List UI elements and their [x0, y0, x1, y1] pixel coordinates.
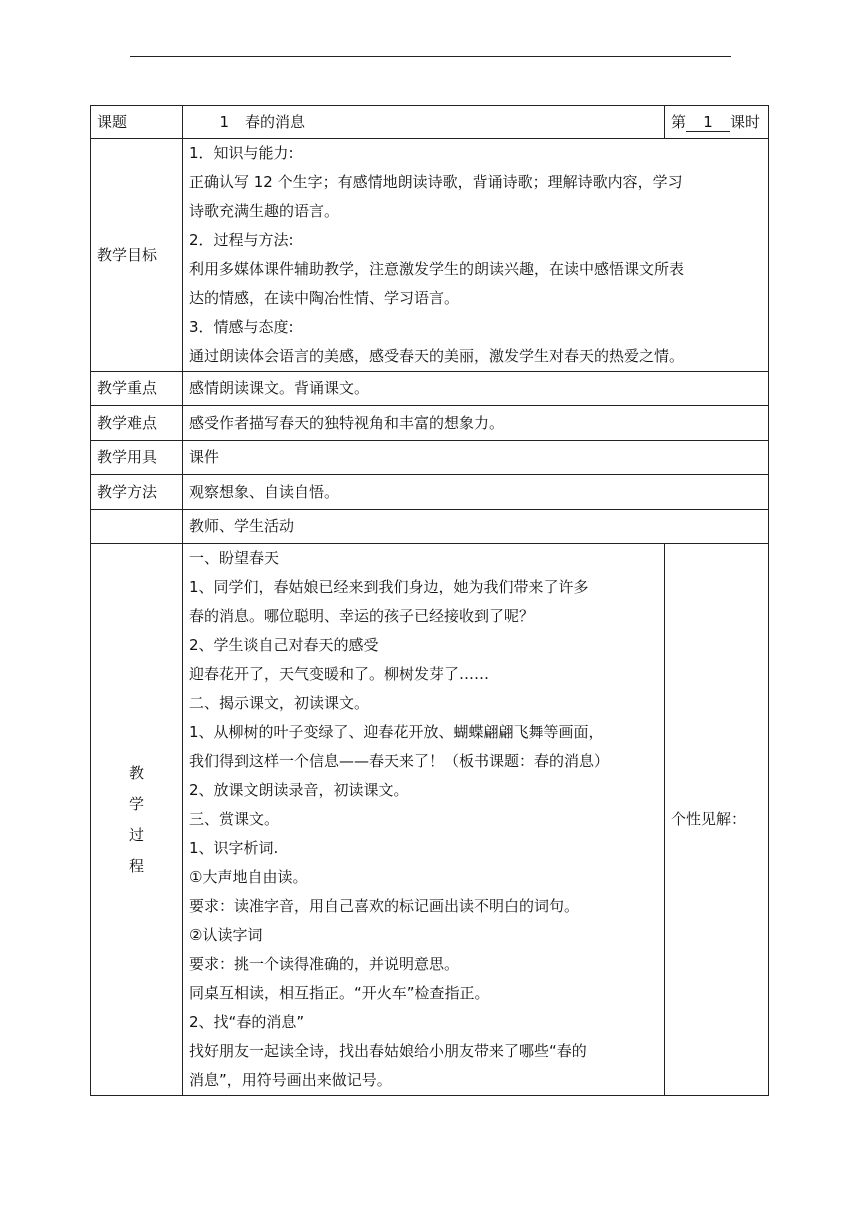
process-row — [91, 544, 769, 1096]
difficulty-row — [91, 406, 769, 441]
process-line: 同桌互相读，相互指正。“开火车”检查指正。 — [189, 984, 490, 1002]
process-label-char: 程 — [128, 856, 144, 875]
process-line: 1、同学们，春姑娘已经来到我们身边，她为我们带来了许多 — [189, 578, 589, 596]
goals-line: 通过朗读体会语言的美感，感受春天的美丽，激发学生对春天的热爱之情。 — [189, 347, 685, 365]
process-line: ①大声地自由读。 — [189, 868, 308, 886]
period-suffix: 课时 — [730, 112, 761, 131]
process-label — [91, 544, 183, 1096]
process-line: 找好朋友一起读全诗，找出春姑娘给小朋友带来了哪些“春的 — [189, 1042, 587, 1060]
key-row — [91, 372, 769, 406]
method-label: 教学方法 — [91, 475, 183, 510]
process-line: 一、盼望春天 — [189, 549, 280, 567]
insight-label: 个性见解： — [671, 810, 747, 828]
activity-header-text: 教师、学生活动 — [183, 510, 769, 544]
goals-line: 正确认写 12 个生字；有感情地朗读诗歌，背诵诗歌；理解诗歌内容，学习 — [189, 173, 683, 191]
process-line: 三、赏课文。 — [189, 810, 280, 828]
process-line: 2、找“春的消息” — [189, 1013, 305, 1031]
activity-header-row — [91, 510, 769, 544]
tools-row — [91, 441, 769, 475]
goals-row — [91, 139, 769, 372]
key-text: 感情朗读课文。背诵课文。 — [183, 372, 769, 406]
process-line: 要求：读准字音，用自己喜欢的标记画出读不明白的词句。 — [189, 897, 580, 915]
process-line: 消息”，用符号画出来做记号。 — [189, 1071, 392, 1089]
process-line: 1、从柳树的叶子变绿了、迎春花开放、蝴蝶翩翩飞舞等画面， — [189, 723, 604, 741]
goals-line: 1．知识与能力: — [189, 144, 294, 162]
process-line: 要求：挑一个读得准确的，并说明意思。 — [189, 955, 460, 973]
lesson-title: 春的消息 — [245, 112, 306, 131]
goals-label: 教学目标 — [91, 139, 183, 372]
method-text: 观察想象、自读自悟。 — [183, 475, 769, 510]
lesson-number: 1 — [219, 112, 229, 131]
period-cell — [665, 106, 769, 139]
key-label: 教学重点 — [91, 372, 183, 406]
process-label-char: 学 — [128, 794, 144, 813]
process-line: 2、放课文朗读录音，初读课文。 — [189, 781, 409, 799]
difficulty-label: 教学难点 — [91, 406, 183, 441]
topic-row — [91, 106, 769, 139]
goals-line: 诗歌充满生趣的语言。 — [189, 202, 340, 220]
topic-label: 课题 — [91, 106, 183, 139]
process-line: ②认读字词 — [189, 926, 263, 944]
process-label-char: 教 — [128, 763, 144, 782]
period-prefix: 第 — [671, 112, 687, 131]
lesson-plan-table — [90, 105, 769, 1096]
header-rule — [130, 56, 731, 57]
process-line: 我们得到这样一个信息——春天来了！（板书课题：春的消息） — [189, 752, 610, 770]
topic-cell — [183, 106, 665, 139]
process-line: 迎春花开了，天气变暖和了。柳树发芽了…… — [189, 665, 490, 683]
process-line: 春的消息。哪位聪明、幸运的孩子已经接收到了呢？ — [189, 607, 535, 625]
activity-header-empty — [91, 510, 183, 544]
tools-label: 教学用具 — [91, 441, 183, 475]
goals-content — [183, 139, 769, 372]
goals-line: 2．过程与方法: — [189, 231, 294, 249]
insight-cell — [665, 544, 769, 1096]
process-line: 1、识字析词. — [189, 839, 279, 857]
difficulty-text: 感受作者描写春天的独特视角和丰富的想象力。 — [183, 406, 769, 441]
goals-line: 利用多媒体课件辅助教学，注意激发学生的朗读兴趣，在读中感悟课文所表 — [189, 260, 685, 278]
tools-text: 课件 — [183, 441, 769, 475]
goals-line: 3．情感与态度: — [189, 318, 294, 336]
method-row — [91, 475, 769, 510]
period-number: 1 — [686, 113, 730, 132]
process-line: 二、揭示课文，初读课文。 — [189, 694, 370, 712]
process-line: 2、学生谈自己对春天的感受 — [189, 636, 379, 654]
goals-line: 达的情感，在读中陶冶性情、学习语言。 — [189, 289, 460, 307]
process-content — [183, 544, 665, 1096]
process-label-char: 过 — [128, 825, 144, 844]
